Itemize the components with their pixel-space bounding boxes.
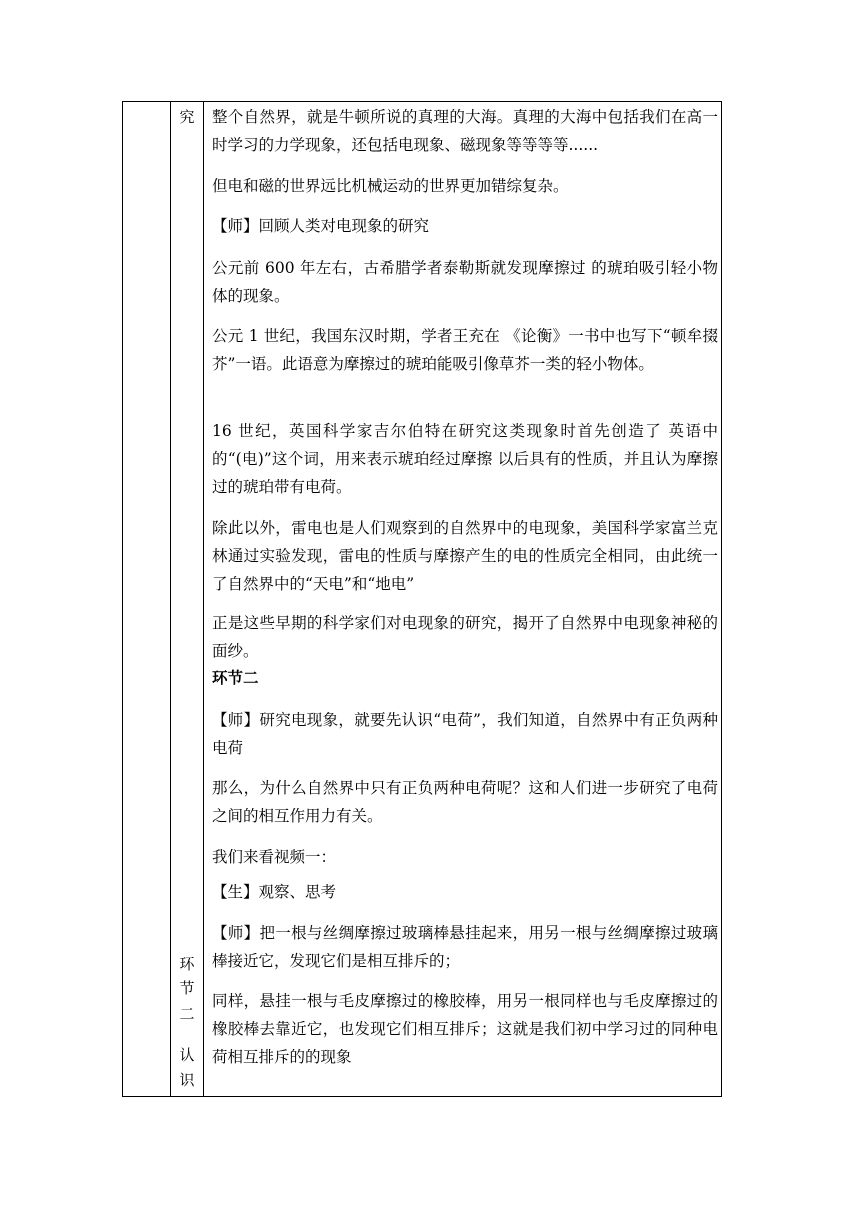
paragraph: 【师】回顾人类对电现象的研究 (212, 217, 430, 235)
paragraph: 我们来看视频一： (212, 848, 337, 866)
paragraph: 那么，为什么自然界中只有正负两种电荷呢？这和人们进一步研究了电荷之间的相互作用力有关。 (212, 779, 718, 825)
label-char: 节 (179, 979, 195, 997)
paragraph: 16 世纪，英国科学家吉尔伯特在研究这类现象时首先创造了 英语中的“(电)”这个词，用来表示琥珀经过摩擦 以后具有的性质，并且认为摩擦过的琥珀带有电荷。 (212, 422, 718, 496)
label-char: 二 (179, 1005, 195, 1023)
paragraph: 除此以外，雷电也是人们观察到的自然界中的电现象，美国科学家富兰克林通过实验发现，雷电的性质与摩擦产生的电的性质完全相同，由此统一了自然界中的“天电”和“地电” (212, 519, 718, 593)
paragraph: 但电和磁的世界远比机械运动的世界更加错综复杂。 (212, 177, 569, 195)
label-char: 认 (179, 1046, 195, 1064)
paragraph: 公元前 600 年左右，古希腊学者泰勒斯就发现摩擦过 的琥珀吸引轻小物体的现象。 (212, 259, 718, 305)
section-heading: 环节二 (212, 668, 259, 687)
label-char: 环 (179, 955, 195, 973)
paragraph: 整个自然界，就是牛顿所说的真理的大海。真理的大海中包括我们在高一时学习的力学现象，还包括电现象、磁现象等等等等...... (212, 108, 718, 154)
paragraph: 【师】把一根与丝绸摩擦过玻璃棒悬挂起来，用另一根与丝绸摩擦过玻璃棒接近它，发现它们是相互排斥的； (212, 924, 718, 970)
lesson-table (122, 101, 722, 1097)
column-divider-2 (203, 102, 204, 1096)
paragraph: 【师】研究电现象，就要先认识“电荷”，我们知道，自然界中有正负两种电荷 (212, 711, 718, 757)
paragraph: 同样，悬挂一根与毛皮摩擦过的橡胶棒，用另一根同样也与毛皮摩擦过的橡胶棒去靠近它，也发现它们相互排斥；这就是我们初中学习过的同种电荷相互排斥的的现象 (212, 992, 718, 1066)
section-label-column (171, 102, 203, 1096)
label-char: 识 (179, 1071, 195, 1089)
paragraph: 【生】观察、思考 (212, 883, 337, 901)
paragraph: 正是这些早期的科学家们对电现象的研究，揭开了自然界中电现象神秘的面纱。 (212, 614, 718, 660)
label-char-top: 究 (179, 108, 195, 126)
paragraph: 公元 1 世纪，我国东汉时期，学者王充在 《论衡》一书中也写下“顿牟掇芥”一语。此语意为摩擦过的琥珀能吸引像草芥一类的轻小物体。 (212, 327, 718, 373)
